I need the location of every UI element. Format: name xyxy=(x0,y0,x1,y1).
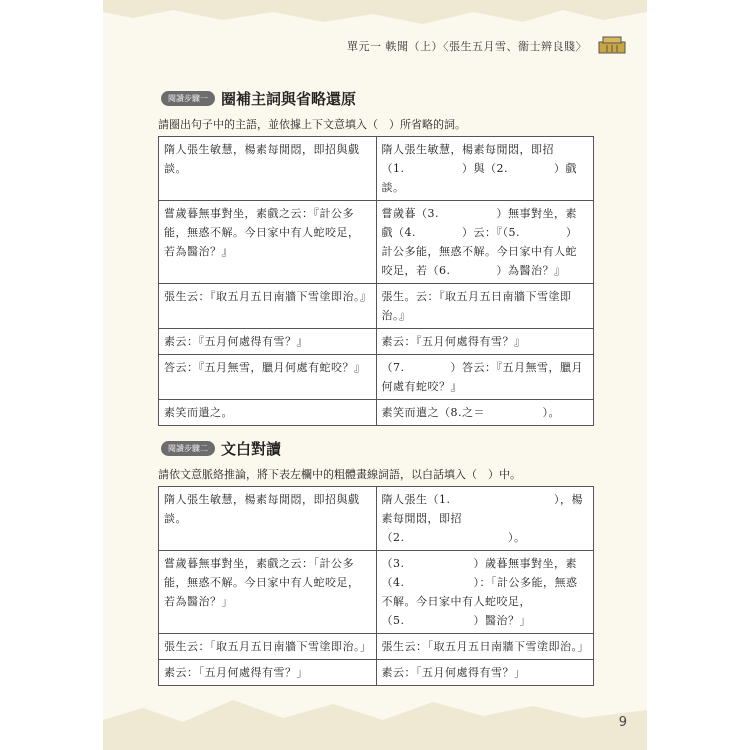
table-cell-left: 隋人張生敏慧，楊素每閒悶，即招與戲談。 xyxy=(159,137,377,201)
table-cell-right: 素云：「五月何處得有雪？」 xyxy=(376,660,594,686)
section2-instruction: 請依文意脈絡推論，將下表左欄中的粗體畫線詞語，以白話填入（ ）中。 xyxy=(158,468,521,481)
table-cell-left: 嘗歲暮無事對坐，素戲之云：『計公多能，無惑不解。今日家中有人蛇咬足，若為醫治？』 xyxy=(159,201,377,284)
table-cell-right: 隋人張生敏慧，楊素每閒悶，即招（1. ）與（2. ）戲談。 xyxy=(376,137,594,201)
table-row xyxy=(159,329,594,355)
section1-instruction: 請圈出句子中的主語，並依據上下文意填入（ ）所省略的詞。 xyxy=(158,118,466,131)
section2-heading xyxy=(161,438,281,459)
mountain-decoration-bottom xyxy=(103,680,647,750)
table-cell-right: （7. ）答云：『五月無雪，臘月何處有蛇咬？』 xyxy=(376,355,594,400)
table-cell-left: 素云：『五月何處得有雪？』 xyxy=(159,329,377,355)
section2-title: 文白對讀 xyxy=(221,440,282,458)
table-cell-left: 嘗歲暮無事對坐，素戲之云：「計公多能，無惑不解。今日家中有人蛇咬足，若為醫治？」 xyxy=(159,551,377,634)
section1-table xyxy=(158,136,594,426)
table-row xyxy=(159,355,594,400)
table-cell-left: 隋人張生敏慧，楊素每閒悶，即招與戲談。 xyxy=(159,487,377,551)
table-cell-left: 答云：『五月無雪，臘月何處有蛇咬？』 xyxy=(159,355,377,400)
section1-heading xyxy=(161,88,356,109)
table-cell-right: 張生云：「取五月五日南牆下雪塗即治。」 xyxy=(376,634,594,660)
section1-title: 圈補主詞與省略還原 xyxy=(221,90,357,108)
table-cell-left: 張生云：「取五月五日南牆下雪塗即治。」 xyxy=(159,634,377,660)
table-cell-left: 素云：「五月何處得有雪？」 xyxy=(159,660,377,686)
table-row xyxy=(159,137,594,201)
table-cell-right: （3. ）歲暮無事對坐，素（4. ）：「計公多能，無惑不解。今日家中有人蛇咬足，（5. ）醫治？」 xyxy=(376,551,594,634)
table-row xyxy=(159,400,594,426)
table-row xyxy=(159,634,594,660)
table-cell-right: 嘗歲暮（3. ）無事對坐，素戲（4. ）云：『（5. ）計公多能，無惑不解。今日家中有人蛇咬足，若（6. ）為醫治？』 xyxy=(376,201,594,284)
table-cell-right: 素笑而遣之（8.之＝ ）。 xyxy=(376,400,594,426)
table-row xyxy=(159,487,594,551)
table-row xyxy=(159,284,594,329)
table-cell-left: 素笑而遣之。 xyxy=(159,400,377,426)
section2-badge: 閱讀步驟二 xyxy=(161,441,215,456)
book-stack-icon xyxy=(597,36,627,54)
table-cell-right: 素云：『五月何處得有雪？』 xyxy=(376,329,594,355)
page-number: 9 xyxy=(618,715,627,730)
table-cell-left: 張生云：『取五月五日南牆下雪塗即治。』 xyxy=(159,284,377,329)
mountain-decoration-top xyxy=(103,0,647,30)
section1-badge: 閱讀步驟一 xyxy=(161,91,215,106)
table-row xyxy=(159,551,594,634)
page xyxy=(103,0,647,750)
table-row xyxy=(159,201,594,284)
header-title: 單元一 軼聞（上）〈張生五月雪、衞士辨良賤〉 xyxy=(347,40,587,53)
section2-table xyxy=(158,486,594,686)
table-cell-right: 張生。云：『取五月五日南牆下雪塗即治。』 xyxy=(376,284,594,329)
table-cell-right: 隋人張生（1. ），楊素每閒悶，即招（2. ）。 xyxy=(376,487,594,551)
